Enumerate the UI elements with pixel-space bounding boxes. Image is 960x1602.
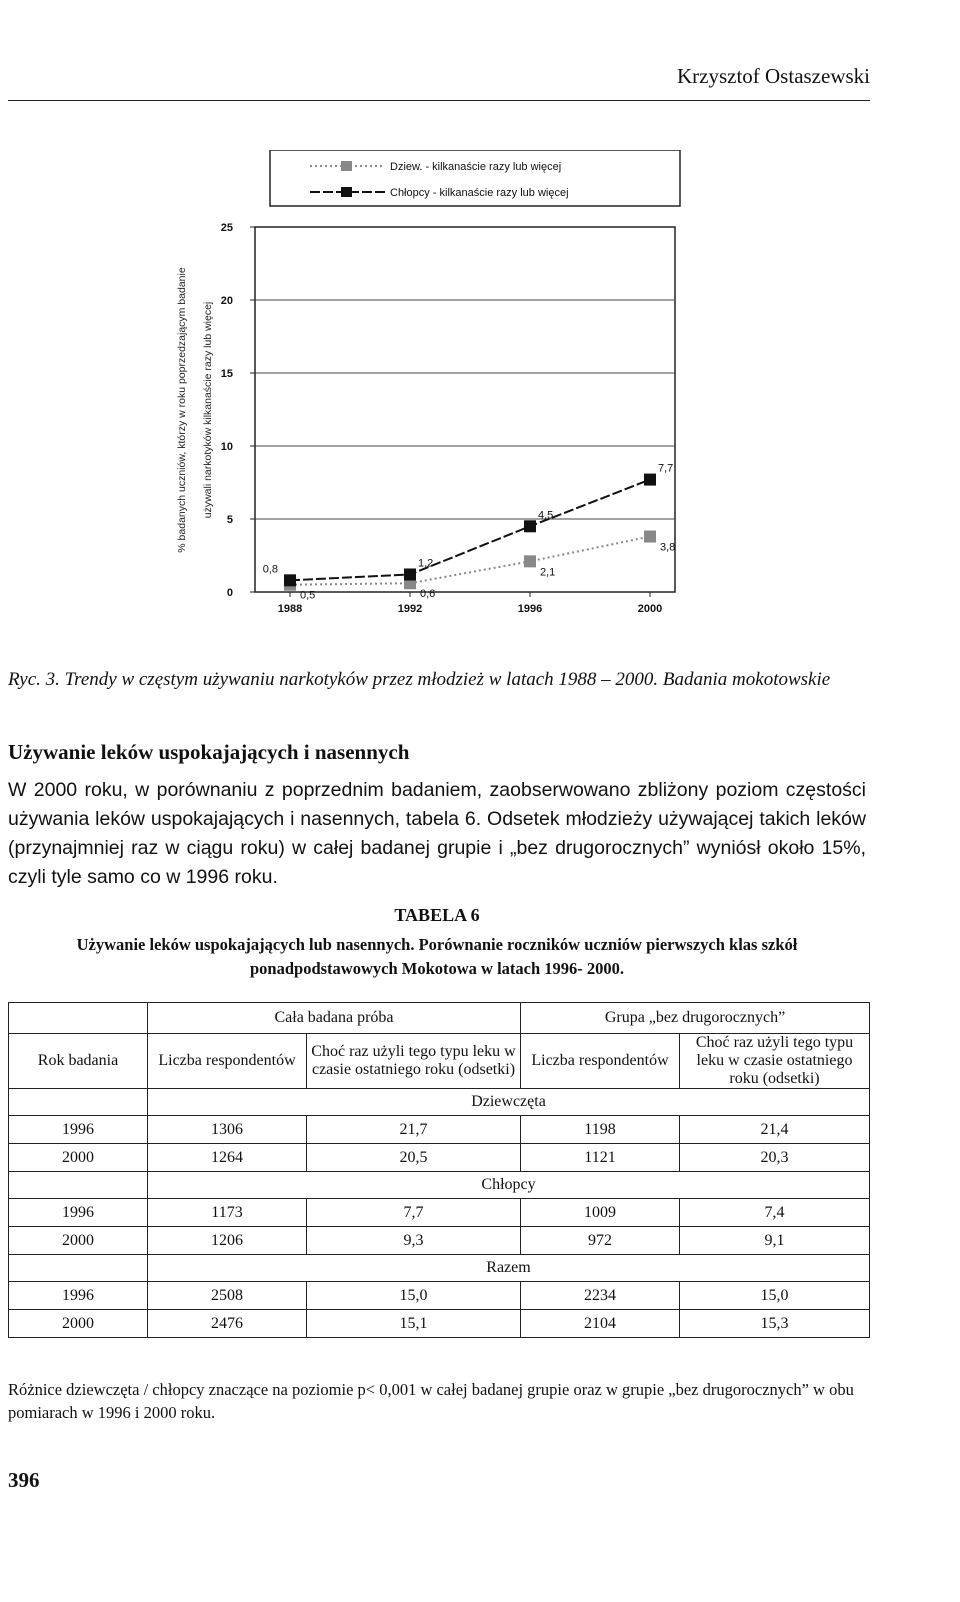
chart-svg: [170, 150, 700, 630]
table-cell: 7,7: [307, 1199, 521, 1227]
table-cell: 1009: [521, 1199, 680, 1227]
legend-entry: Chłopcy - kilkanaście razy lub więcej: [390, 187, 569, 199]
table-cell: 1306: [148, 1116, 307, 1144]
x-tick-label: 1988: [277, 603, 303, 615]
col-header-respondents: Liczba respondentów: [148, 1034, 307, 1089]
table-row: [9, 1310, 870, 1338]
data-label: 3,8: [660, 541, 676, 554]
y-axis-title: używali narkotyków kilkanaście razy lub więcej: [202, 301, 214, 519]
table-group-row: [9, 1172, 870, 1199]
x-tick-label: 1992: [397, 603, 423, 615]
table-header-row: [9, 1003, 870, 1034]
group-label: Dziewczęta: [148, 1089, 870, 1116]
legend-marker: [341, 161, 352, 171]
table-cell: 21,7: [307, 1116, 521, 1144]
table-cell: 15,1: [307, 1310, 521, 1338]
table-cell: 21,4: [680, 1116, 870, 1144]
table-cell: 972: [521, 1227, 680, 1255]
y-tick-label: 5: [226, 514, 233, 526]
table-cell: 2234: [521, 1282, 680, 1310]
figure-caption: Ryc. 3. Trendy w częstym używaniu narkotyków przez młodzież w latach 1988 – 2000. Badania mokotowskie: [8, 669, 831, 690]
y-tick-label: 10: [220, 441, 233, 453]
table-row: [9, 1227, 870, 1255]
table-cell: 1121: [521, 1144, 680, 1172]
col-header-year: Rok badania: [9, 1034, 148, 1089]
table-cell: 20,3: [680, 1144, 870, 1172]
table-row: [9, 1282, 870, 1310]
data-label: 4,5: [538, 509, 554, 522]
data-label: 2,1: [540, 566, 556, 579]
table-body: [9, 1089, 870, 1338]
data-point: [284, 574, 296, 586]
trend-chart: [170, 150, 700, 630]
table-title: Używanie leków uspokajających lub nasennych. Porównanie roczników uczniów pierwszych klas szkół ponadpodstawowych Mokotowa w latach 1996- 2000.: [76, 935, 798, 978]
x-tick-label: 2000: [637, 603, 663, 615]
col-header-used-percent: Choć raz użyli tego typu leku w czasie ostatniego roku (odsetki): [307, 1034, 521, 1089]
table-cell: 1996: [9, 1282, 148, 1310]
y-axis-title: % badanych uczniów, którzy w roku poprzedzającym badanie: [176, 267, 188, 553]
data-label: 0,6: [420, 588, 436, 601]
section-heading: Używanie leków uspokajających i nasennych: [8, 740, 410, 764]
legend-marker: [341, 187, 352, 197]
col-header-used-percent-2: Choć raz użyli tego typu leku w czasie ostatniego roku (odsetki): [680, 1034, 870, 1089]
col-header-respondents-2: Liczba respondentów: [521, 1034, 680, 1089]
table-cell: 15,0: [307, 1282, 521, 1310]
table-group-row: [9, 1255, 870, 1282]
table-cell: 2508: [148, 1282, 307, 1310]
data-label: 7,7: [658, 462, 674, 475]
table-cell: 1198: [521, 1116, 680, 1144]
table-cell: 20,5: [307, 1144, 521, 1172]
y-tick-label: 25: [220, 222, 233, 234]
table-cell: 1206: [148, 1227, 307, 1255]
table-cell: 2000: [9, 1227, 148, 1255]
table-cell: 9,1: [680, 1227, 870, 1255]
page-number: 396: [8, 1468, 40, 1492]
table-cell: 9,3: [307, 1227, 521, 1255]
table-group-row: [9, 1089, 870, 1116]
table-cell: 2104: [521, 1310, 680, 1338]
plot-frame: [255, 227, 675, 592]
table-row: [9, 1144, 870, 1172]
data-point: [404, 568, 416, 580]
y-tick-label: 0: [226, 587, 233, 599]
table-cell: 1996: [9, 1116, 148, 1144]
table-cell: 2000: [9, 1144, 148, 1172]
data-label: 0,5: [300, 589, 316, 602]
data-table: [8, 1002, 870, 1338]
data-label: 1,2: [418, 557, 434, 570]
group-label: Chłopcy: [148, 1172, 870, 1199]
table-row: [9, 1199, 870, 1227]
group-label: Razem: [148, 1255, 870, 1282]
table-cell: 2000: [9, 1310, 148, 1338]
running-header: Krzysztof Ostaszewski: [676, 64, 870, 88]
legend-entry: Dziew. - kilkanaście razy lub więcej: [390, 161, 562, 173]
table-corner-cell: [9, 1003, 148, 1034]
group-spacer-cell: [9, 1089, 148, 1116]
table-cell: 2476: [148, 1310, 307, 1338]
table-cell: 1996: [9, 1199, 148, 1227]
data-point: [644, 474, 656, 486]
group-header-full-sample: Cała badana próba: [148, 1003, 521, 1034]
table-label: TABELA 6: [394, 905, 480, 925]
data-point: [524, 520, 536, 532]
series-line: [290, 480, 650, 581]
data-point: [644, 531, 656, 543]
header-rule: [8, 100, 870, 101]
table-cell: 15,3: [680, 1310, 870, 1338]
table-cell: 15,0: [680, 1282, 870, 1310]
body-paragraph: W 2000 roku, w porównaniu z poprzednim badaniem, zaobserwowano zbliżony poziom częstości używania leków uspokajających i nasennych, tabela 6. Odsetek młodzieży używającej takich leków (przynajmniej raz w ciągu roku) w całej badanej grupie i „bez drugorocznych” wyniósł około 15%, czyli tyle samo co w 1996 roku.: [8, 779, 866, 888]
group-spacer-cell: [9, 1255, 148, 1282]
table-row: [9, 1116, 870, 1144]
x-tick-label: 1996: [517, 603, 543, 615]
group-header-no-repeaters: Grupa „bez drugorocznych”: [521, 1003, 870, 1034]
group-spacer-cell: [9, 1172, 148, 1199]
table-cell: 7,4: [680, 1199, 870, 1227]
y-tick-label: 20: [220, 295, 233, 307]
data-point: [524, 555, 536, 567]
table-cell: 1173: [148, 1199, 307, 1227]
y-tick-label: 15: [220, 368, 233, 380]
table-column-header-row: [9, 1034, 870, 1089]
table-footnote: Różnice dziewczęta / chłopcy znaczące na poziomie p< 0,001 w całej badanej grupie oraz w grupie „bez drugorocznych” w obu pomiarach w 1996 i 2000 roku.: [8, 1380, 854, 1422]
table-cell: 1264: [148, 1144, 307, 1172]
data-label: 0,8: [262, 563, 278, 576]
